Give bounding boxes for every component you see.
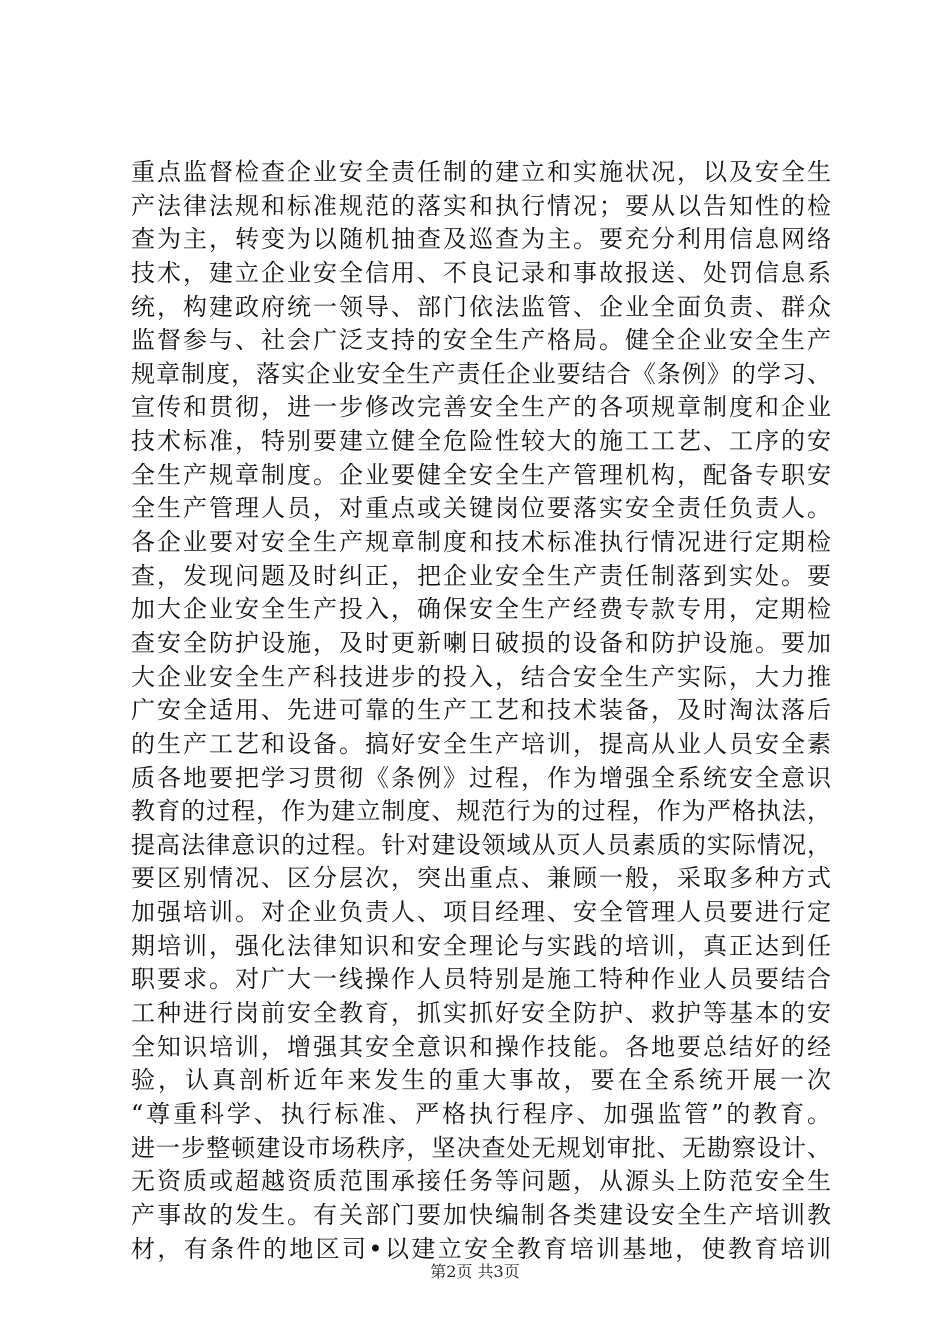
body-text-line: 无资质或超越资质范围承接任务等问题，从源头上防范安全生 <box>131 1167 831 1196</box>
body-text-line: 宣传和贯彻，进一步修改完善安全生产的各项规章制度和企业 <box>131 393 831 422</box>
body-text-line: 的生产工艺和设备。搞好安全生产培训，提高从业人员安全素 <box>131 729 831 758</box>
body-text-line: 验，认真剖析近年来发生的重大事故，要在全系统开展一次 <box>131 1066 831 1095</box>
body-text-line: 重点监督检查企业安全责任制的建立和实施状况，以及安全生 <box>131 158 831 186</box>
body-text-line: 统，构建政府统一领导、部门依法监管、企业全面负责、群众 <box>131 292 831 321</box>
page-number-footer: 第2页 共3页 <box>430 1262 520 1281</box>
body-text-line: 广安全适用、先进可靠的生产工艺和技术装备，及时淘汰落后 <box>131 696 831 725</box>
body-text-line: 技术标准，特别要建立健全危险性较大的施工工艺、工序的安 <box>131 427 831 456</box>
body-text-line: 查安全防护设施，及时更新喇日破损的设备和防护设施。要加 <box>131 628 831 657</box>
body-text-line: 加大企业安全生产投入，确保安全生产经费专款专用，定期检 <box>131 595 831 624</box>
body-text-line: 规章制度，落实企业安全生产责任企业要结合《条例》的学习、 <box>131 359 831 388</box>
document-body <box>131 156 831 1266</box>
body-text-line: 加强培训。对企业负责人、项目经理、安全管理人员要进行定 <box>131 898 831 927</box>
body-text-line: 期培训，强化法律知识和安全理论与实践的培训，真正达到任 <box>131 931 831 960</box>
body-text-line: 产事故的发生。有关部门要加快编制各类建设安全生产培训教 <box>131 1200 831 1229</box>
body-text-line: 进一步整顿建设市场秩序，坚决查处无规划审批、无勘察设计、 <box>131 1133 831 1162</box>
body-text-line: 技术，建立企业安全信用、不良记录和事故报送、处罚信息系 <box>131 258 831 287</box>
body-text-line: 质各地要把学习贯彻《条例》过程，作为增强全系统安全意识 <box>131 763 831 792</box>
body-text-line: “尊重科学、执行标准、严格执行程序、加强监管”的教育。 <box>131 1099 831 1128</box>
body-text-line: 材，有条件的地区司•以建立安全教育培训基地，使教育培训 <box>131 1234 831 1263</box>
body-text-line: 查为主，转变为以随机抽查及巡查为主。要充分利用信息网络 <box>131 225 831 254</box>
body-text-line: 查，发现问题及时纠正，把企业安全生产责任制落到实处。要 <box>131 561 831 590</box>
body-text-line: 职要求。对广大一线操作人员特别是施工特种作业人员要结合 <box>131 965 831 994</box>
body-text-line: 监督参与、社会广泛支持的安全生产格局。健全企业安全生产 <box>131 326 831 355</box>
body-text-line: 各企业要对安全生产规章制度和技术标准执行情况进行定期检 <box>131 528 831 557</box>
body-text-line: 提高法律意识的过程。针对建设领域从页人员素质的实际情况， <box>131 830 831 859</box>
body-text-line: 全知识培训，增强其安全意识和操作技能。各地要总结好的经 <box>131 1032 831 1061</box>
body-text-line: 全生产管理人员，对重点或关键岗位要落实安全责任负责人。 <box>131 494 831 523</box>
body-text-line: 工种进行岗前安全教育，抓实抓好安全防护、救护等基本的安 <box>131 999 831 1028</box>
body-text-line: 要区别情况、区分层次，突出重点、兼顾一般，采取多种方式 <box>131 864 831 893</box>
body-text-line: 全生产规章制度。企业要健全安全生产管理机构，配备专职安 <box>131 460 831 489</box>
body-text-line: 大企业安全生产科技进步的投入，结合安全生产实际，大力推 <box>131 662 831 691</box>
body-text-line: 产法律法规和标准规范的落实和执行情况；要从以告知性的检 <box>131 191 831 220</box>
body-text-line: 教育的过程，作为建立制度、规范行为的过程，作为严格执法， <box>131 797 831 826</box>
